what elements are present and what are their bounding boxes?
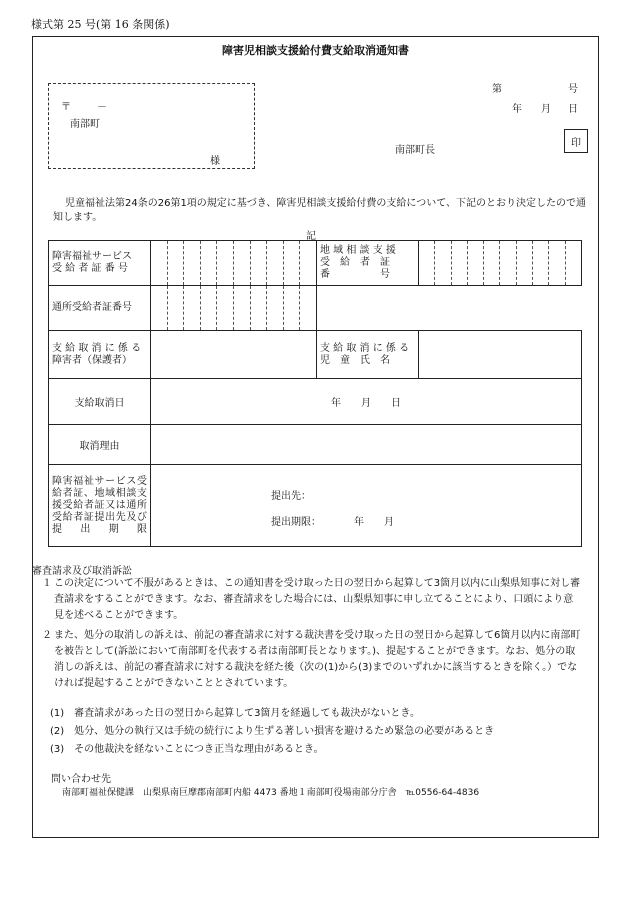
submit-to-label: 提出先： (271, 491, 311, 502)
child-name-label: 支 給 取 消 に 係 る 児 童 氏 名 (317, 331, 419, 379)
date-day: 日 (568, 104, 578, 115)
service-cert-label: 障害福祉サービス 受 給 者 証 番 号 (49, 241, 151, 286)
form-number: 様式第 25 号(第 16 条関係) (31, 18, 170, 31)
date-year: 年 (512, 104, 522, 115)
appeal-item-1: １ この決定について不服があるときは、この通知書を受け取った日の翌日から起算して3箇月以内に山梨県知事に対し審査請求をすることができます。なお、審査請求をした場合には、山梨県知事に申し立てることにより、口頭により意見を述べることができます。 (42, 578, 581, 621)
guardian-field[interactable] (151, 331, 317, 379)
doc-number-go: 号 (568, 84, 578, 95)
day-service-cert-label: 通所受給者証番号 (49, 286, 151, 331)
postal-mark: 〒 (61, 102, 71, 113)
info-table (48, 240, 582, 547)
ki-heading: 記 (306, 231, 316, 242)
appeal-item-2: ２ また、処分の取消しの訴えは、前記の審査請求に対する裁決書を受け取った日の翌日から起算して6箇月以内に南部町を被告として(訴訟において南部町を代表する者は南部町長となります。)、提起することができます。なお、処分の取消しの訴えは、前記の審査請求に対する裁決を経た後（次の(1)から(3)までのいずれかに該当するときを除く。）でなければ提起することができないこととされています。 (42, 630, 581, 689)
seal-mark: 印 (564, 129, 588, 153)
regional-cert-label: 地 域 相 談 支 援 受 給 者 証 番 号 (317, 241, 419, 286)
appeal-sub-1: (1) 審査請求があった日の翌日から起算して3箇月を経過しても裁決がないとき。 (50, 708, 421, 719)
appeal-sub-2: (2) 処分、処分の執行又は手続の続行により生ずる著しい損害を避けるため緊急の必要があるとき (50, 726, 495, 737)
appeal-title: 審査請求及び取消訴訟 (32, 566, 132, 577)
guardian-label: 支 給 取 消 に 係 る 障害者（保護者） (49, 331, 151, 379)
regional-cert-number-boxes[interactable] (419, 241, 582, 286)
submit-deadline-label: 提出期限： (271, 517, 321, 528)
child-name-field[interactable] (419, 331, 582, 379)
submit-field[interactable] (151, 465, 582, 547)
submit-label: 障害福祉サービス受給者証、地域相談支援受給者証又は通所受給者証提出先及び提出期限 (49, 465, 151, 547)
postal-dash: － (97, 102, 107, 113)
date-month: 月 (541, 104, 551, 115)
notice-body: 児童福祉法第24条の26第1項の規定に基づき、障害児相談支援給付費の支給について、下記のとおり決定したので通知します。 (53, 198, 587, 223)
issuer-name: 南部町長 (395, 145, 435, 156)
page-title: 障害児相談支援給付費支給取消通知書 (222, 44, 409, 57)
service-cert-number-boxes[interactable] (151, 241, 317, 286)
reason-field[interactable] (151, 425, 582, 465)
cancel-date-field[interactable]: 年 月 日 (151, 379, 582, 425)
inquiry-title: 問い合わせ先 (51, 774, 111, 785)
recipient-town: 南部町 (70, 119, 100, 130)
reason-label: 取消理由 (49, 425, 151, 465)
doc-number-dai: 第 (492, 84, 502, 95)
inquiry-text: 南部町福祉保健課 山梨県南巨摩郡南部町内船 4473 番地１南部町役場南部分庁舎 ℡0556-64-4836 (62, 788, 480, 798)
day-service-cert-number-boxes[interactable] (151, 286, 317, 331)
recipient-address-box (48, 83, 255, 169)
submit-deadline-value: 年 月 (354, 517, 394, 528)
appeal-sub-3: (3) その他裁決を経ないことにつき正当な理由があるとき。 (50, 744, 324, 755)
recipient-honorific: 様 (210, 156, 220, 167)
cancel-date-label: 支給取消日 (49, 379, 151, 425)
